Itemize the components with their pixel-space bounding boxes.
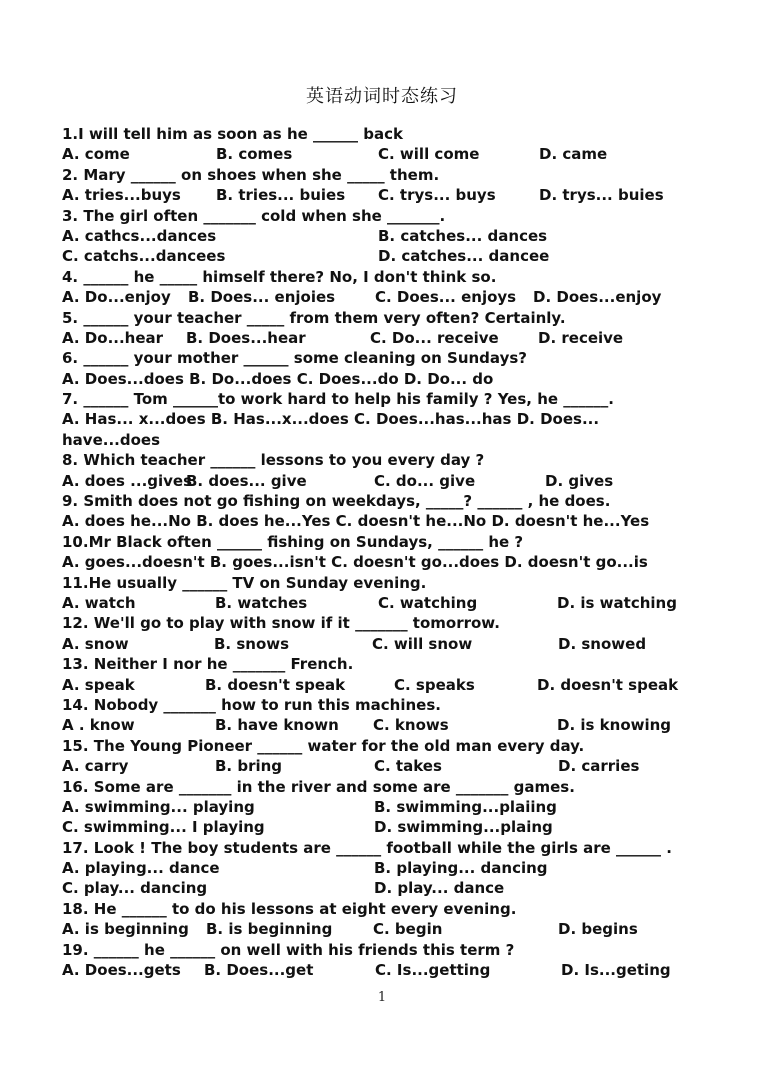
question-text: 10.Mr Black often ______ fishing on Sundays, ______ he ?	[62, 532, 524, 551]
option-b: B. does... give	[186, 471, 307, 490]
option-c: C. trys... buys	[378, 186, 496, 205]
option-c: C. takes	[374, 757, 442, 776]
option-d: D. Does...enjoy	[533, 288, 662, 307]
options-row	[62, 287, 702, 307]
options-row	[62, 471, 702, 491]
options-row	[62, 185, 702, 205]
option-c: C. do... give	[374, 471, 476, 490]
option-b: B. have known	[215, 716, 339, 735]
option-d: D. trys... buies	[539, 186, 664, 205]
option-a: A. come	[62, 145, 130, 164]
option-b: B. tries... buies	[216, 186, 346, 205]
question-text: 14. Nobody _______ how to run this machines.	[62, 695, 441, 714]
question-text: 4. ______ he _____ himself there? No, I don't think so.	[62, 267, 497, 286]
question-text: 1.I will tell him as soon as he ______ back	[62, 125, 403, 143]
option-a: A. snow	[62, 634, 129, 653]
option-c: C. Is...getting	[375, 961, 491, 980]
options-row	[62, 960, 702, 980]
option-d: D. doesn't speak	[537, 675, 679, 694]
option-a: A. is beginning	[62, 920, 189, 939]
options-line: A. Has... x...does B. Has...x...does C. Does...has...has D. Does... have...does	[62, 410, 600, 449]
option-a: A. carry	[62, 757, 129, 776]
options-row	[62, 144, 702, 164]
options-row	[62, 878, 702, 898]
options-line: A. does he...No B. does he...Yes C. doesn't he...No D. doesn't he...Yes	[62, 512, 650, 531]
question-text: 16. Some are _______ in the river and some are _______ games.	[62, 777, 575, 796]
question-text: 11.He usually ______ TV on Sunday evening.	[62, 573, 427, 592]
question-text: 12. We'll go to play with snow if it _______ tomorrow.	[62, 614, 500, 633]
options-row	[62, 675, 702, 695]
option-c: C. will come	[378, 145, 480, 164]
question-text: 17. Look ! The boy students are ______ football while the girls are ______ .	[62, 838, 672, 857]
option-a: A . know	[62, 716, 135, 735]
question-text: 8. Which teacher ______ lessons to you every day ?	[62, 451, 485, 470]
option-b: B. swimming...plaiing	[374, 797, 557, 816]
option-c: C. Does... enjoys	[375, 288, 517, 307]
option-b: B. Does... enjoies	[188, 288, 336, 307]
option-d: D. came	[539, 145, 608, 164]
question-text: 9. Smith does not go fishing on weekdays, _____? ______ , he does.	[62, 492, 611, 511]
option-a: A. Do...enjoy	[62, 288, 171, 307]
option-c: C. swimming... I playing	[62, 818, 265, 837]
option-a: A. Do...hear	[62, 328, 164, 347]
option-d: D. begins	[558, 920, 638, 939]
option-d: D. gives	[545, 471, 614, 490]
option-b: B. Does...get	[204, 961, 314, 980]
options-row	[62, 756, 702, 776]
question-text: 3. The girl often _______ cold when she _______.	[62, 206, 446, 225]
option-c: C. play... dancing	[62, 879, 208, 898]
options-line: A. Does...does B. Do...does C. Does...do D. Do... do	[62, 369, 494, 388]
option-b: B. is beginning	[206, 920, 333, 939]
option-a: A. speak	[62, 675, 135, 694]
option-a: A. tries...buys	[62, 186, 181, 205]
option-b: B. comes	[216, 145, 293, 164]
option-c: C. knows	[373, 716, 449, 735]
options-row	[62, 634, 702, 654]
question-text: 5. ______ your teacher _____ from them very often? Certainly.	[62, 308, 566, 327]
option-d: D. receive	[538, 328, 624, 347]
options-row	[62, 226, 702, 246]
options-row	[62, 919, 702, 939]
page-number: 1	[377, 990, 387, 1005]
question-text: 6. ______ your mother ______ some cleaning on Sundays?	[62, 349, 527, 368]
option-b: B. snows	[214, 634, 290, 653]
question-list	[62, 124, 702, 980]
option-c: C. watching	[378, 594, 478, 613]
question-text: 13. Neither I nor he _______ French.	[62, 655, 354, 674]
options-row	[62, 593, 702, 613]
options-row	[62, 246, 702, 266]
option-c: C. will snow	[372, 634, 473, 653]
option-d: D. play... dance	[374, 879, 505, 898]
options-row	[62, 715, 702, 735]
option-d: D. snowed	[558, 634, 647, 653]
option-a: A. playing... dance	[62, 859, 220, 878]
option-b: B. Does...hear	[186, 328, 306, 347]
option-a: A. cathcs...dances	[62, 226, 217, 245]
option-a: A. does ...gives	[62, 471, 193, 490]
option-b: B. doesn't speak	[205, 675, 346, 694]
option-b: B. bring	[215, 757, 283, 776]
option-d: D. is knowing	[557, 716, 672, 735]
question-text: 2. Mary ______ on shoes when she _____ them.	[62, 165, 440, 184]
option-b: B. watches	[215, 594, 308, 613]
option-d: D. catches... dancee	[378, 247, 550, 266]
option-b: B. catches... dances	[378, 226, 548, 245]
option-c: C. begin	[373, 920, 443, 939]
option-c: C. speaks	[394, 675, 475, 694]
page-title: 英语动词时态练习	[306, 86, 458, 107]
options-row	[62, 328, 702, 348]
options-line: A. goes...doesn't B. goes...isn't C. doesn't go...does D. doesn't go...is	[62, 553, 648, 572]
option-a: A. Does...gets	[62, 961, 181, 980]
question-text: 7. ______ Tom ______to work hard to help his family ? Yes, he ______.	[62, 390, 614, 409]
option-a: A. swimming... playing	[62, 797, 255, 816]
option-d: D. Is...geting	[561, 961, 671, 980]
question-text: 19. ______ he ______ on well with his friends this term ?	[62, 940, 515, 959]
options-row	[62, 858, 702, 878]
option-d: D. carries	[558, 757, 640, 776]
options-row	[62, 797, 702, 817]
option-a: A. watch	[62, 594, 136, 613]
option-c: C. Do... receive	[370, 328, 499, 347]
question-text: 18. He ______ to do his lessons at eight every evening.	[62, 899, 517, 918]
option-d: D. swimming...plaing	[374, 818, 553, 837]
options-row	[62, 817, 702, 837]
question-text: 15. The Young Pioneer ______ water for the old man every day.	[62, 736, 585, 755]
option-b: B. playing... dancing	[374, 859, 548, 878]
option-c: C. catchs...dancees	[62, 247, 226, 266]
option-d: D. is watching	[557, 594, 677, 613]
